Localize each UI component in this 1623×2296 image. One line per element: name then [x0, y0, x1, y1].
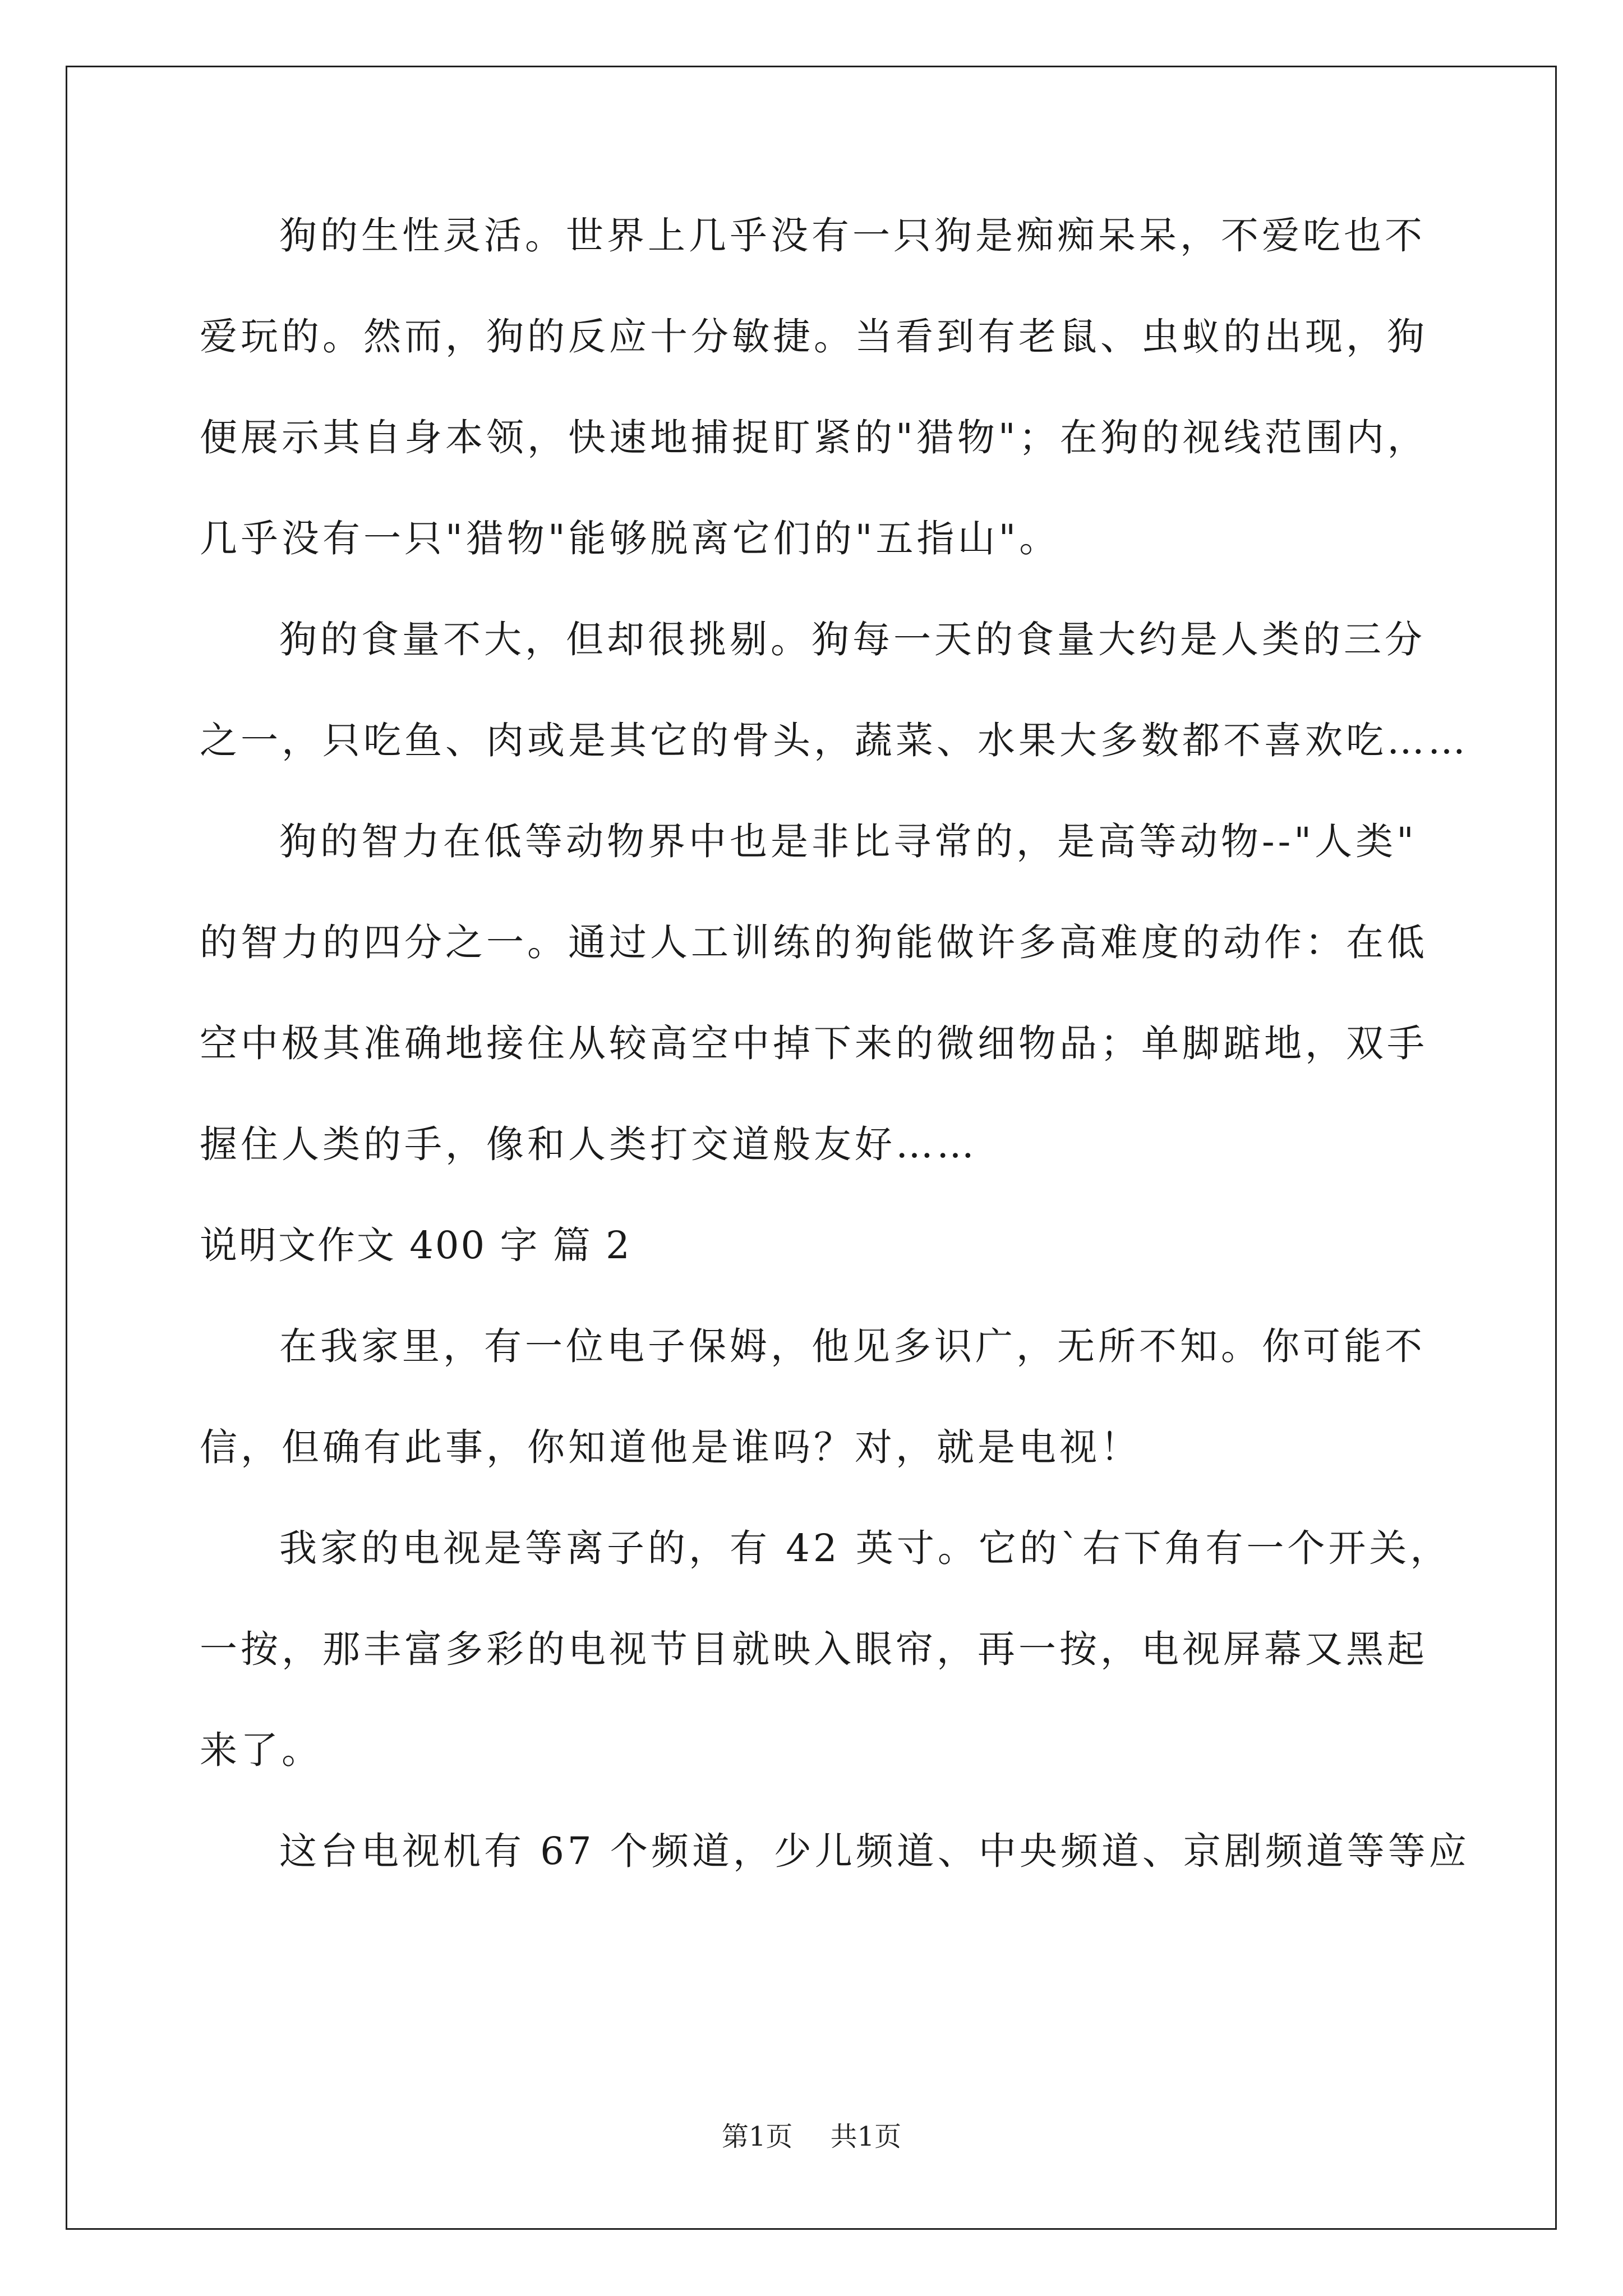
page-total: 共1页 — [830, 2121, 902, 2152]
document-body — [200, 205, 1470, 1921]
paragraph-line: 狗的食量不大，但却很挑剔。狗每一天的食量大约是人类的三分 — [279, 618, 1426, 661]
paragraph-line: 便展示其自身本领，快速地捕捉盯紧的"猎物"；在狗的视线范围内， — [200, 416, 1428, 459]
paragraph-line: 爱玩的。然而，狗的反应十分敏捷。当看到有老鼠、虫蚁的出现，狗 — [200, 315, 1428, 358]
paragraph-line: 之一，只吃鱼、肉或是其它的骨头，蔬菜、水果大多数都不喜欢吃…… — [200, 719, 1469, 762]
paragraph-line: 来了。 — [200, 1728, 322, 1772]
paragraph-line: 狗的生性灵活。世界上几乎没有一只狗是痴痴呆呆，不爱吃也不 — [279, 214, 1426, 257]
paragraph-line: 在我家里，有一位电子保姆，他见多识广，无所不知。你可能不 — [279, 1324, 1426, 1368]
paragraph-line: 狗的智力在低等动物界中也是非比寻常的，是高等动物--"人类" — [279, 820, 1417, 863]
paragraph-line: 空中极其准确地接住从较高空中掉下来的微细物品；单脚踮地，双手 — [200, 1022, 1428, 1065]
paragraph-line: 一按，那丰富多彩的电视节目就映入眼帘，再一按，电视屏幕又黑起 — [200, 1627, 1428, 1671]
page-number: 第1页 — [721, 2121, 793, 2152]
paragraph-line: 这台电视机有 67 个频道，少儿频道、中央频道、京剧频道等等应 — [279, 1829, 1470, 1873]
paragraph-line: 握住人类的手，像和人类打交道般友好…… — [200, 1122, 978, 1166]
paragraph-line: 信，但确有此事，你知道他是谁吗？对，就是电视！ — [200, 1425, 1141, 1469]
page-footer — [0, 2115, 1623, 2154]
paragraph-line: 我家的电视是等离子的，有 42 英寸。它的`右下角有一个开关， — [279, 1526, 1451, 1570]
paragraph-line: 几乎没有一只"猎物"能够脱离它们的"五指山"。 — [200, 517, 1061, 560]
section-heading: 说明文作文 400 字 篇 2 — [200, 1223, 631, 1267]
paragraph-line: 的智力的四分之一。通过人工训练的狗能做许多高难度的动作：在低 — [200, 921, 1428, 964]
